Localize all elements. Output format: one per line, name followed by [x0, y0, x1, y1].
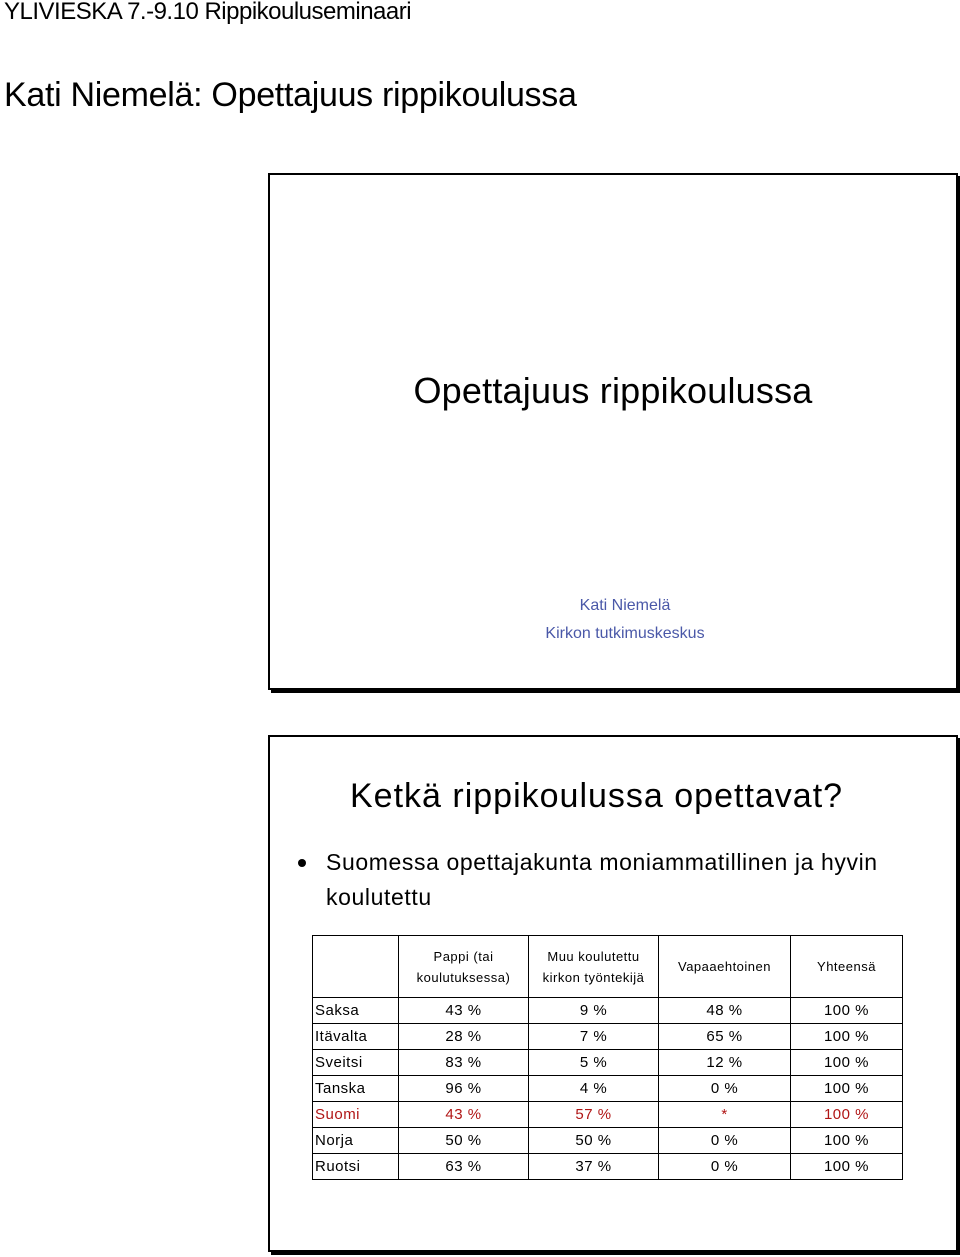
slide-1-organization: Kirkon tutkimuskeskus: [545, 625, 705, 642]
slide-1: [268, 173, 958, 690]
cell-pappi: 83 %: [399, 1050, 529, 1076]
cell-vapaaehtoinen: 65 %: [659, 1024, 791, 1050]
header-muu-koulutettu: Muu koulutettu kirkon työntekijä: [529, 936, 659, 998]
table-header-row: [313, 936, 903, 998]
cell-pappi: 43 %: [399, 1102, 529, 1128]
cell-yhteensa: 100 %: [791, 1102, 903, 1128]
cell-muu: 9 %: [529, 998, 659, 1024]
cell-country: Itävalta: [313, 1024, 399, 1050]
cell-country: Saksa: [313, 998, 399, 1024]
cell-muu: 50 %: [529, 1128, 659, 1154]
cell-yhteensa: 100 %: [791, 1050, 903, 1076]
cell-muu: 37 %: [529, 1154, 659, 1180]
cell-country: Sveitsi: [313, 1050, 399, 1076]
table-row: [313, 1050, 903, 1076]
cell-country: Ruotsi: [313, 1154, 399, 1180]
cell-pappi: 63 %: [399, 1154, 529, 1180]
table-row: [313, 1076, 903, 1102]
cell-country: Suomi: [313, 1102, 399, 1128]
cell-yhteensa: 100 %: [791, 1128, 903, 1154]
cell-pappi: 43 %: [399, 998, 529, 1024]
cell-yhteensa: 100 %: [791, 1154, 903, 1180]
slide-2-title: Ketkä rippikoulussa opettavat?: [350, 777, 844, 815]
header-empty: [313, 936, 399, 998]
cell-yhteensa: 100 %: [791, 1076, 903, 1102]
cell-country: Norja: [313, 1128, 399, 1154]
cell-yhteensa: 100 %: [791, 998, 903, 1024]
cell-pappi: 28 %: [399, 1024, 529, 1050]
table-row: [313, 1154, 903, 1180]
cell-vapaaehtoinen: 48 %: [659, 998, 791, 1024]
slide-1-author: Kati Niemelä: [579, 597, 671, 614]
header-pappi: Pappi (tai koulutuksessa): [399, 936, 529, 998]
bullet-text: Suomessa opettajakunta moniammatillinen ja hyvin koulutettu: [326, 849, 878, 910]
cell-vapaaehtoinen: 0 %: [659, 1076, 791, 1102]
table-row: [313, 1102, 903, 1128]
cell-country: Tanska: [313, 1076, 399, 1102]
table-row: [313, 1128, 903, 1154]
cell-muu: 7 %: [529, 1024, 659, 1050]
cell-yhteensa: 100 %: [791, 1024, 903, 1050]
cell-vapaaehtoinen: 0 %: [659, 1128, 791, 1154]
cell-pappi: 50 %: [399, 1128, 529, 1154]
cell-muu: 4 %: [529, 1076, 659, 1102]
cell-vapaaehtoinen: 0 %: [659, 1154, 791, 1180]
bullet-icon: [298, 859, 306, 867]
header-vapaaehtoinen: Vapaaehtoinen: [659, 936, 791, 998]
table-row: [313, 1024, 903, 1050]
page-title: Kati Niemelä: Opettajuus rippikoulussa: [4, 76, 577, 114]
teachers-table: [312, 935, 903, 1180]
header-yhteensa: Yhteensä: [791, 936, 903, 998]
cell-muu: 5 %: [529, 1050, 659, 1076]
cell-vapaaehtoinen: 12 %: [659, 1050, 791, 1076]
page-header: YLIVIESKA 7.-9.10 Rippikouluseminaari: [4, 0, 412, 25]
slide-2: [268, 735, 958, 1252]
cell-pappi: 96 %: [399, 1076, 529, 1102]
slide-1-title: Opettajuus rippikoulussa: [413, 370, 813, 411]
table-row: [313, 998, 903, 1024]
cell-muu: 57 %: [529, 1102, 659, 1128]
bullet-item: [298, 845, 918, 915]
cell-vapaaehtoinen: *: [659, 1102, 791, 1128]
